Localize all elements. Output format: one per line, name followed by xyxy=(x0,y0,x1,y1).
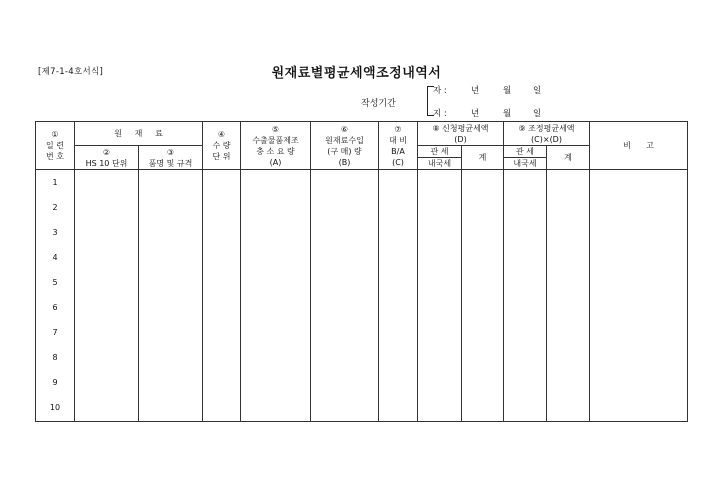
header-d-total: 계 xyxy=(462,146,504,170)
period-from-day: 일 xyxy=(533,86,542,96)
row-number: 2 xyxy=(52,203,58,212)
row-number: 5 xyxy=(52,278,58,287)
period-to-month: 월 xyxy=(503,109,512,119)
header-quantity-unit: ④ 수 량 단 위 xyxy=(203,122,241,170)
form-number: [제7-1-4호서식] xyxy=(38,67,104,77)
row-number: 3 xyxy=(52,228,58,237)
header-ratio: ⑦ 대 비 B/A (C) xyxy=(379,122,418,170)
row-number: 1 xyxy=(52,178,58,187)
hs-code-column[interactable] xyxy=(75,170,139,422)
cd-customs-column[interactable] xyxy=(504,170,547,422)
header-serial-number: ① 일 련 번 호 xyxy=(36,122,75,170)
header-cd-total: 계 xyxy=(547,146,590,170)
period-to-year: 년 xyxy=(471,109,480,119)
d-customs-column[interactable] xyxy=(418,170,462,422)
import-quantity-column[interactable] xyxy=(311,170,379,422)
serial-number-column xyxy=(36,170,75,422)
header-raw-material: 원 재 료 xyxy=(75,122,203,146)
d-total-column[interactable] xyxy=(462,170,504,422)
row-number: 4 xyxy=(52,253,58,262)
item-spec-column[interactable] xyxy=(139,170,203,422)
header-item-spec: ③ 품명 및 규격 xyxy=(139,146,203,170)
period-to-prefix: 지 : xyxy=(433,109,447,119)
adjustment-table xyxy=(35,121,688,422)
ratio-column[interactable] xyxy=(379,170,418,422)
row-number: 6 xyxy=(52,303,58,312)
remarks-column[interactable] xyxy=(590,170,688,422)
row-number: 8 xyxy=(52,353,58,362)
header-d-customs: 관 세 xyxy=(418,146,462,158)
header-cd-customs: 관 세 xyxy=(504,146,547,158)
header-export-requirement: ⑤ 수출물품제조 충 소 요 량 (A) xyxy=(241,122,311,170)
period-label: 작성기간 xyxy=(361,99,396,109)
row-number: 9 xyxy=(52,378,58,387)
period-to-day: 일 xyxy=(533,109,542,119)
header-remarks: 비 고 xyxy=(590,122,688,170)
header-d-domestic: 내국세 xyxy=(418,158,462,170)
document-title: 원재료별평균세액조정내역서 xyxy=(271,66,442,81)
header-cd-domestic: 내국세 xyxy=(504,158,547,170)
header-import-quantity: ⑥ 원재료수입 (구 매) 량 (B) xyxy=(311,122,379,170)
header-requested-avg-tax: ⑧ 신청평균세액 (D) xyxy=(418,122,504,146)
period-from-year: 년 xyxy=(471,86,480,96)
row-number: 7 xyxy=(52,328,58,337)
cd-total-column[interactable] xyxy=(547,170,590,422)
export-requirement-column[interactable] xyxy=(241,170,311,422)
period-from-month: 월 xyxy=(503,86,512,96)
quantity-unit-column[interactable] xyxy=(203,170,241,422)
row-number: 10 xyxy=(49,403,61,412)
period-from-prefix: 자 : xyxy=(433,86,447,96)
header-hs-code: ② HS 10 단위 xyxy=(75,146,139,170)
header-adjusted-avg-tax: ⑨ 조정평균세액 (C)×(D) xyxy=(504,122,590,146)
